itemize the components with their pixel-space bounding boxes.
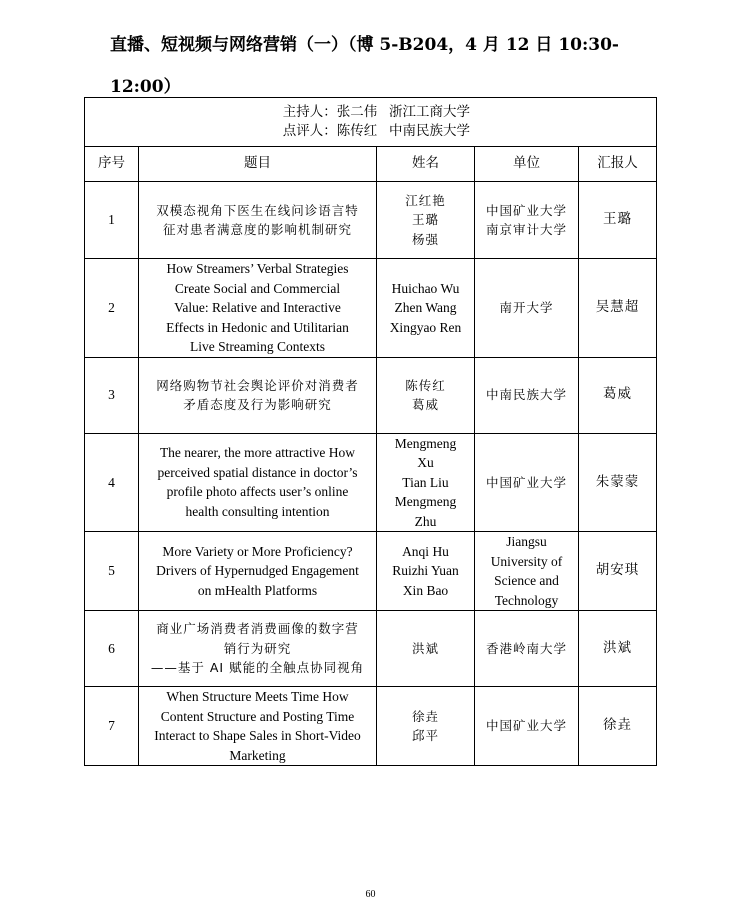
cell-line: Mengmeng (394, 435, 457, 451)
cell-line: Mengmeng (394, 494, 457, 509)
cell-line: How Streamers’ Verbal Strategies (166, 261, 349, 276)
table-row (85, 357, 657, 433)
row-number: 6 (85, 611, 139, 687)
cell-line: 杨强 (411, 231, 439, 247)
cell-line: 双模态视角下医生在线问诊语言特 (156, 202, 359, 218)
cell-line: ——基于 AI 赋能的全触点协同视角 (150, 660, 365, 676)
presenter: 王璐 (579, 182, 657, 259)
reviewer-line (89, 122, 652, 142)
cell-line: Science and (494, 573, 559, 588)
header-presenter: 汇报人 (579, 147, 657, 182)
host-label: 主持人： (282, 103, 337, 120)
presenter: 洪斌 (579, 611, 657, 687)
cell-line: When Structure Meets Time How (166, 689, 349, 704)
cell-line: University of (490, 553, 563, 569)
header-org: 单位 (475, 147, 579, 182)
cell-line: 王璐 (411, 212, 439, 228)
cell-line: Ruizhi Yuan (392, 563, 459, 579)
paper-title (139, 259, 377, 358)
reviewer-label: 点评人： (282, 123, 337, 139)
affiliation (475, 611, 579, 687)
authors (377, 433, 475, 532)
schedule-table (84, 97, 657, 766)
cell-line: 中国矿业大学 (485, 718, 567, 734)
cell-line: Xin Bao (402, 582, 449, 598)
table-row (85, 532, 657, 611)
row-number: 3 (85, 357, 139, 433)
authors (377, 357, 475, 433)
cell-line: profile photo affects user’s online (166, 484, 349, 500)
reviewer-org: 中南民族大学 (389, 123, 471, 139)
presenter: 吴慧超 (579, 259, 657, 358)
affiliation (475, 433, 579, 532)
cell-line: 中南民族大学 (485, 387, 567, 403)
cell-line: 网络购物节社会舆论评价对消费者 (156, 377, 359, 393)
cell-line: 香港岭南大学 (485, 640, 567, 656)
affiliation (475, 532, 579, 611)
row-number: 1 (85, 182, 139, 259)
cell-line: 葛威 (411, 397, 439, 412)
row-number: 5 (85, 532, 139, 611)
authors (377, 532, 475, 611)
table-row (85, 611, 657, 687)
cell-line: More Variety or More Proficiency? (162, 543, 353, 559)
cell-line: Zhen Wang (394, 300, 457, 315)
paper-title (139, 433, 377, 532)
row-number: 2 (85, 259, 139, 358)
cell-line: The nearer, the more attractive How (159, 445, 356, 461)
cell-line: Interact to Shape Sales in Short-Video (154, 728, 361, 743)
cell-line: Content Structure and Posting Time (160, 708, 355, 724)
cell-line: Marketing (229, 747, 286, 763)
cell-line: perceived spatial distance in doctor’s (157, 464, 358, 480)
paper-title (139, 182, 377, 259)
header-row (85, 147, 657, 182)
cell-line: health consulting intention (185, 503, 330, 519)
cell-line: Effects in Hedonic and Utilitarian (166, 319, 349, 335)
authors (377, 687, 475, 766)
host-line (89, 103, 652, 123)
paper-title (139, 687, 377, 766)
reviewer-name: 陈传红 (336, 123, 378, 139)
affiliation (475, 687, 579, 766)
cell-line: 陈传红 (405, 377, 446, 393)
affiliation (475, 357, 579, 433)
table-row (85, 259, 657, 358)
cell-line: 南开大学 (499, 300, 554, 315)
host-cell (85, 98, 657, 147)
row-number: 7 (85, 687, 139, 766)
cell-line: Anqi Hu (402, 543, 449, 559)
table-row (85, 433, 657, 532)
cell-line: Create Social and Commercial (174, 280, 341, 296)
table-row (85, 687, 657, 766)
cell-line: Zhu (414, 513, 437, 529)
authors (377, 611, 475, 687)
host-name: 张二伟 (336, 103, 378, 120)
page-number: 60 (365, 889, 376, 900)
cell-line: 征对患者满意度的影响机制研究 (162, 222, 352, 237)
cell-line: Live Streaming Contexts (190, 339, 325, 354)
host-row (85, 98, 657, 147)
authors (377, 182, 475, 259)
table-row (85, 182, 657, 259)
cell-line: Drivers of Hypernudged Engagement (156, 563, 359, 579)
table-body (85, 182, 657, 766)
cell-line: Jiangsu (506, 534, 547, 549)
affiliation (475, 259, 579, 358)
cell-line: 洪斌 (411, 640, 439, 656)
paper-title (139, 357, 377, 433)
cell-line: 南京审计大学 (485, 222, 567, 237)
header-title: 题目 (139, 147, 377, 182)
presenter: 葛威 (579, 357, 657, 433)
cell-line: 徐垚 (411, 708, 439, 724)
cell-line: 中国矿业大学 (485, 474, 567, 490)
session-title: 直播、短视频与网络营销（一）（博 5-B204，4 月 12 日 10:30-12:00） (110, 35, 619, 97)
cell-line: Tian Liu (402, 474, 449, 490)
presenter: 徐垚 (579, 687, 657, 766)
cell-line: on mHealth Platforms (197, 582, 318, 598)
cell-line: 矛盾态度及行为影响研究 (183, 397, 332, 412)
cell-line: 商业广场消费者消费画像的数字营 (156, 621, 359, 637)
header-name: 姓名 (377, 147, 475, 182)
cell-line: 邱平 (411, 728, 439, 743)
cell-line: Huichao Wu (391, 280, 460, 296)
authors (377, 259, 475, 358)
presenter: 朱蒙蒙 (579, 433, 657, 532)
cell-line: Value: Relative and Interactive (174, 300, 341, 315)
presenter: 胡安琪 (579, 532, 657, 611)
cell-line: 销行为研究 (223, 640, 292, 656)
cell-line: Xu (417, 455, 434, 470)
affiliation (475, 182, 579, 259)
cell-line: Technology (494, 592, 559, 608)
cell-line: 江红艳 (405, 192, 446, 208)
cell-line: 中国矿业大学 (485, 202, 567, 218)
paper-title (139, 532, 377, 611)
paper-title (139, 611, 377, 687)
host-org: 浙江工商大学 (389, 103, 471, 120)
header-no: 序号 (85, 147, 139, 182)
cell-line: Xingyao Ren (389, 319, 462, 335)
row-number: 4 (85, 433, 139, 532)
